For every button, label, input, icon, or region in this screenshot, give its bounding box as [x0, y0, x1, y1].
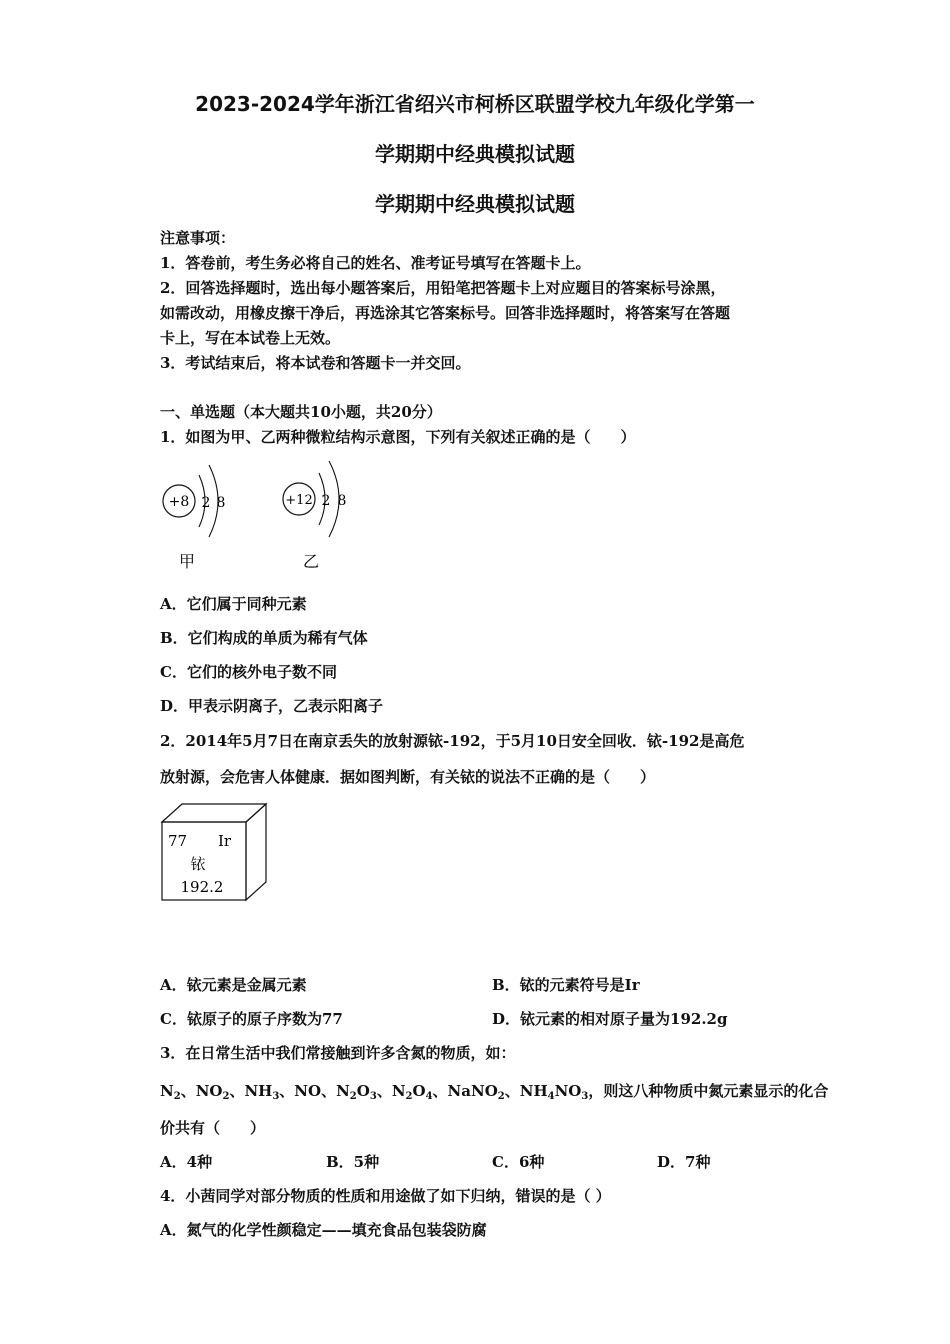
formula-sub: 2 [497, 1091, 505, 1102]
q3-option-c: C．6种 [492, 1153, 545, 1171]
formula-sub: 4 [547, 1091, 555, 1102]
q2-option-b: B．铱的元素符号是Ir [492, 976, 640, 994]
formula-part: 、NO [180, 1082, 223, 1100]
formula-part: 、NO、N [279, 1082, 350, 1100]
exam-title-line-1: 2023-2024学年浙江省绍兴市柯桥区联盟学校九年级化学第一 [195, 92, 755, 116]
q4-stem: 4．小茜同学对部分物质的性质和用途做了如下归纳，错误的是（ ） [160, 1187, 611, 1205]
yi-shell-2: 8 [337, 493, 347, 509]
q1-option-c: C．它们的核外电子数不同 [160, 663, 337, 681]
formula-part: 、NH [229, 1082, 273, 1100]
yi-shell-1: 2 [321, 493, 331, 509]
particle-jia [163, 465, 225, 571]
jia-shell-1: 2 [201, 495, 211, 511]
q3-option-b: B．5种 [326, 1153, 380, 1171]
q1-option-d: D．甲表示阴离子，乙表示阳离子 [160, 697, 384, 715]
q3-option-d: D．7种 [657, 1153, 711, 1171]
formula-part: 、N [376, 1082, 406, 1100]
formula-sub: 4 [425, 1091, 433, 1102]
q2-option-d: D．铱元素的相对原子量为192.2g [492, 1010, 728, 1028]
jia-label: 甲 [178, 552, 196, 571]
notice-item-2c: 卡上，写在本试卷上无效。 [160, 329, 341, 347]
q1-option-a: A．它们属于同种元素 [160, 595, 307, 613]
notice-item-3: 3．考试结束后，将本试卷和答题卡一并交回。 [160, 354, 471, 372]
element-card-iridium [158, 800, 270, 904]
formula-part: 、NaNO [432, 1082, 498, 1100]
element-name: 铱 [190, 855, 206, 873]
q3-stem-2-tail: ，则这八种物质中氮元素显示的化合 [588, 1082, 829, 1100]
formula-part: 、NH [504, 1082, 548, 1100]
formula-part: O [412, 1082, 426, 1100]
q3-stem-1: 3．在日常生活中我们常接触到许多含氮的物质，如： [160, 1044, 516, 1062]
notice-item-2a: 2．回答选择题时，选出每小题答案后，用铅笔把答题卡上对应题目的答案标号涂黑， [160, 279, 726, 297]
q2-stem-1: 2．2014年5月7日在南京丢失的放射源铱-192，于5月10日安全回收．铱-192是高危 [160, 732, 745, 750]
element-mass: 192.2 [180, 878, 224, 896]
q1-option-b: B．它们构成的单质为稀有气体 [160, 629, 368, 647]
element-symbol: Ir [218, 832, 232, 850]
particle-structure-diagram [155, 455, 365, 575]
q4-option-a: A．氮气的化学性颜稳定——填充食品包装袋防腐 [160, 1221, 487, 1239]
formula-sub: 3 [369, 1091, 377, 1102]
particle-yi [283, 461, 346, 571]
element-number: 77 [168, 832, 188, 850]
jia-shell-2: 8 [216, 495, 226, 511]
jia-nucleus: +8 [168, 494, 190, 510]
q3-option-a: A．4种 [160, 1153, 213, 1171]
yi-label: 乙 [302, 552, 320, 571]
q1-stem: 1．如图为甲、乙两种微粒结构示意图，下列有关叙述正确的是（ ） [160, 428, 636, 446]
formula-sub: 3 [581, 1091, 589, 1102]
formula-sub: 2 [405, 1091, 413, 1102]
yi-nucleus: +12 [285, 493, 313, 508]
formula-part: NO [554, 1082, 582, 1100]
notice-item-1: 1．答卷前，考生务必将自己的姓名、准考证号填写在答题卡上。 [160, 254, 591, 272]
notice-item-2b: 如需改动，用橡皮擦干净后，再选涂其它答案标号。回答非选择题时，将答案写在答题 [160, 304, 731, 322]
formula-part: N [160, 1082, 174, 1100]
section-heading: 一、单选题（本大题共10小题，共20分） [160, 403, 442, 421]
exam-title-line-3: 学期期中经典模拟试题 [375, 192, 575, 216]
formula-sub: 2 [349, 1091, 357, 1102]
q2-option-c: C．铱原子的原子序数为77 [160, 1010, 343, 1028]
q2-stem-2: 放射源，会危害人体健康．据如图判断，有关铱的说法不正确的是（ ） [160, 768, 656, 786]
formula-sub: 3 [272, 1091, 280, 1102]
notice-heading: 注意事项： [160, 229, 236, 247]
q3-stem-3: 价共有（ ） [160, 1119, 266, 1137]
q2-option-a: A．铱元素是金属元素 [160, 976, 307, 994]
exam-title-line-2: 学期期中经典模拟试题 [375, 142, 575, 166]
formula-sub: 2 [222, 1091, 230, 1102]
formula-part: O [356, 1082, 370, 1100]
formula-sub: 2 [173, 1091, 181, 1102]
q3-formula-line [160, 1081, 828, 1107]
